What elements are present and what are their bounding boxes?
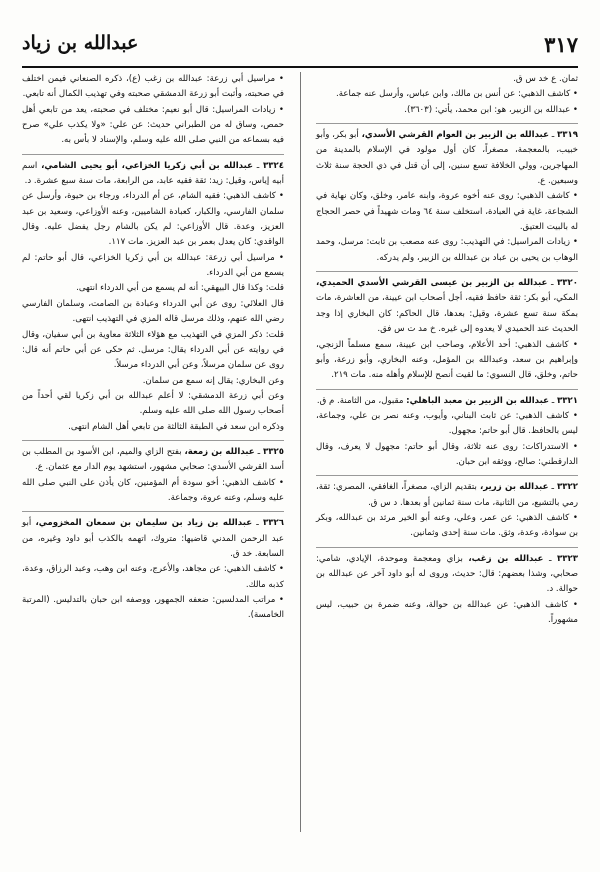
entry-text: أبو بكر، وأبو خبيب، بالمعجمة، مصغراً، كان أول مولود في الإسلام بالمدينة من المهاجرين، وولي الخلافة تسع سنين، إلى أن قتل في ذي الحجة سنة ثلاث وسبعين. ع. (316, 130, 578, 187)
commentary-paragraph: • مراسيل أبي زرعة: عبدالله بن أبي زكريا الخزاعي، قال أبو حاتم: لم يسمع من أبي الدرداء. (22, 252, 284, 279)
entry-text: بتقديم الزاي، مصغراً، الغافقي، المصري: ثقة، رمي بالتشيع، من الثانية، مات سنة ثمانين أو بعدها. د س ق. (316, 482, 578, 508)
commentary-paragraph: وعن البخاري: يقال إنه سمع من سلمان. (142, 375, 284, 386)
entry-number: ٣٣٢٦ (263, 518, 284, 529)
narrator-entry: ٣٣٢٢ ـ عبدالله بن زرير، بتقديم الزاي، مصغراً، الغافقي، المصري: ثقة، رمي بالتشيع، من الثانية، مات سنة ثمانين أو بعدها. د س ق. (316, 475, 578, 511)
commentary-paragraph: • مراتب المدلسين: ضعفه الجمهور، ووصفه ابن حبان بالتدليس. (المرتبة الخامسة). (22, 595, 284, 621)
commentary-paragraph: • كاشف الذهبي: عن عمر، وعلي، وعنه أبو الخير مرثد بن عبدالله، وبكر بن سوادة، وعدة، وثق. مات سنة إحدى وثمانين. (316, 512, 578, 539)
commentary-paragraph: • كاشف الذهبي: عن أنس بن مالك، وابن عباس، وأرسل عنه جماعة. (336, 89, 578, 100)
entry-text: بزاي ومعجمة وموحدة، الإيادي، شامي: صحابي، وشذا بعضهم: قال: حديث، وروى له أبو داود آخر عن عبدالله بن حوالة. د. (316, 553, 578, 595)
entry-name: عبدالله بن زياد بن سليمان بن سمعان المخزومي، (35, 518, 253, 529)
entry-number: ٣٣٢٤ (263, 160, 284, 171)
left-column (22, 72, 284, 852)
page-number: ٣١٧ (544, 32, 578, 57)
commentary-paragraph: قال العلائي: روى عن أبي الدرداء وعبادة بن الصامت، وسلمان الفارسي رضي الله عنهم، وذلك مرسل قاله المزي في التهذيب انتهى. (22, 298, 284, 325)
commentary-paragraph: • عبدالله بن الزبير، هو: ابن محمد، يأتي: (٣٦٠٣). (404, 104, 578, 115)
commentary-paragraph: • كاشف الذهبي: روى عنه أخوه عروة، وابنه عامر، وخلق، وكان نهاية في الشجاعة، غاية في العبادة، استخلف سنة ٦٤ ومات شهيداً في حصر الحجاج له بالبيت العتيق. (316, 191, 578, 233)
narrator-entry: ٣٣٢٤ ـ عبدالله بن أبي زكريا الخزاعي، أبو يحيى الشامي، اسم أبيه إياس، وقيل: زيد: ثقة فقيه عابد، من الرابعة، مات سنة سبع عشرة. د. (22, 154, 284, 190)
entry-name: عبدالله بن زرير، (479, 482, 549, 493)
commentary-paragraph: • كاشف الذهبي: عن ثابت البناني، وأيوب، وعنه نصر بن علي، وجماعة، ليس بالحافظ. قال أبو حاتم: مجهول. (316, 410, 578, 437)
narrator-entry: ٣٣٢٥ ـ عبدالله بن زمعة، بفتح الزاي والميم، ابن الأسود بن المطلب بن أسد القرشي الأسدي: صحابي مشهور، استشهد يوم الدار مع عثمان. ع. (22, 440, 284, 476)
entry-name: عبدالله بن الزبير بن عيسى القرشي الأسدي الحميدي، (316, 278, 548, 289)
entry-number: ٣٣٢٠ (557, 278, 578, 289)
commentary-paragraph: • مراسيل أبي زرعة: عبدالله بن زغب (ع)، ذكره الصنعاني فيمن اختلف في صحبته، وأثبت أبو زرعة الدمشقي صحبته وفي تهذيب الكمال أنه تابعي. (22, 74, 284, 100)
entry-name: عبدالله بن أبي زكريا الخزاعي، أبو يحيى الشامي، (41, 160, 253, 171)
commentary-paragraph: • كاشف الذهبي: عن عبدالله بن حوالة، وعنه ضمرة بن حبيب، ليس مشهوراً. (316, 599, 578, 625)
column-divider (300, 72, 301, 832)
entry-number: ٣٣٢١ (557, 395, 578, 406)
right-column (316, 72, 578, 852)
page-header (22, 30, 578, 64)
entry-text: أبو عبد الرحمن المدني قاضيها: متروك، اتهمه بالكذب أبو داود وغيره، من السابعة. خد ق. (22, 518, 284, 559)
narrator-entry: ٣٣٢١ ـ عبدالله بن الزبير بن معبد الباهلي: مقبول، من الثامنة. م ق. (316, 389, 578, 409)
entry-text: المكي، أبو بكر: ثقة حافظ فقيه، أجل أصحاب ابن عيينة، من العاشرة، مات بمكة سنة تسع عشرة، وقيل: بعدها، قال الحاكم: كان البخاري إذا وجد الحديث عند الحميدي لا يعدوه إلى غيره. خ مد ت س فق. (316, 293, 578, 335)
narrator-entry: ٣٣١٩ ـ عبدالله بن الزبير بن العوام القرشي الأسدي، أبو بكر، وأبو خبيب، بالمعجمة، مصغراً، كان أول مولود في الإسلام بالمدينة من المهاجرين، وولي الخلافة تسع سنين، إلى أن قتل في ذي الحجة سنة ثلاث وسبعين. ع. (316, 123, 578, 189)
entry-name: عبدالله بن الزبير بن العوام القرشي الأسدي، (361, 130, 549, 141)
running-title: عبدالله بن زياد (22, 32, 139, 54)
entry-number: ٣٣٢٥ (263, 446, 285, 457)
commentary-paragraph: • زيادات المراسيل: قال أبو نعيم: مختلف في صحبته، يعد من تابعي أهل حمص، وساق له من الطبراني حديث: عن علي: «ولا يكذب علي» صرح فيه بسماعه من النبي صلى الله عليه وسلم، والإسناد لا بأس به. (22, 104, 284, 146)
entry-text: مقبول، من الثامنة. م ق. (316, 395, 404, 406)
entry-text: اسم أبيه إياس، وقيل: زيد: ثقة فقيه عابد، من الرابعة، مات سنة سبع عشرة. د. (22, 160, 284, 187)
entry-number: ٣٣١٩ (557, 130, 578, 141)
commentary-paragraph: • كاشف الذهبي: أخو سودة أم المؤمنين، كان يأذن على النبي صلى الله عليه وسلم، وعنه عروة، وجماعة. (22, 477, 284, 503)
entry-number: ٣٣٢٢ (557, 482, 578, 493)
commentary-paragraph: • كاشف الذهبي: فقيه الشام، عن أم الدرداء، ورجاء بن حيوة، وأرسل عن سلمان الفارسي، والكبار، كعبادة الشاميين، وعنه الأوزاعي، وسعيد بن عبد العزيز، وعدة. قال الأوزاعي: لم يكن بالشام رجل يفضل عليه. وقال الواقدي: كان يعدل بعمر بن عبد العزيز. مات ١١٧. (22, 191, 284, 248)
entry-name: عبدالله بن زمعة، (184, 446, 255, 457)
commentary-paragraph: • الاستدراكات: روى عنه ثلاثة، وقال أبو حاتم: مجهول لا يعرف، وقال الدارقطني: صالح، ووثقه ابن حبان. (316, 441, 578, 467)
commentary-paragraph: وعن أبي زرعة الدمشقي: لا أعلم عبدالله بن أبي زكريا لقي أحداً من أصحاب رسول الله صلى الله عليه وسلم. (22, 390, 284, 417)
entry-number: ٣٣٢٣ (557, 553, 579, 564)
commentary-paragraph: قلت: ذكر المزي في التهذيب مع هؤلاء الثلاثة معاوية بن أبي سفيان، وقال في روايته عن أبي الدرداء يقال: مرسل. ثم حكى عن أبي حاتم أنه قال: روى عن سلمان مرسلاً، وعن أبي الدرداء مرسلاً. (22, 329, 284, 371)
narrator-entry: ٣٣٢٠ ـ عبدالله بن الزبير بن عيسى القرشي الأسدي الحميدي، المكي، أبو بكر: ثقة حافظ فقيه، أجل أصحاب ابن عيينة، من العاشرة، مات بمكة سنة تسع عشرة، وقيل: بعدها، قال الحاكم: كان البخاري إذا وجد الحديث عند الحميدي لا يعدوه إلى غيره. خ مد ت س فق. (316, 271, 578, 337)
commentary-paragraph: • كاشف الذهبي: عن مجاهد، والأعرج، وعنه ابن وهب، وعبد الرزاق، وعدة، كذبه مالك. (22, 564, 284, 590)
entry-name: عبدالله بن زغب، (468, 553, 544, 564)
entry-name: عبدالله بن الزبير بن معبد الباهلي: (406, 395, 550, 406)
narrator-entry: ٣٣٢٦ ـ عبدالله بن زياد بن سليمان بن سمعان المخزومي، أبو عبد الرحمن المدني قاضيها: متروك، اتهمه بالكذب أبو داود وغيره، من السابعة. خد ق. (22, 511, 284, 562)
entry-text: بفتح الزاي والميم، ابن الأسود بن المطلب بن أسد القرشي الأسدي: صحابي مشهور، استشهد يوم الدار مع عثمان. ع. (22, 446, 284, 473)
commentary-paragraph: • زيادات المراسيل: في التهذيب: روى عنه مصعب بن ثابت: مرسل، وحمد الوهاب بن يحيى بن عباد بن عبدالله بن الزبير، ولم يدركه. (316, 237, 578, 263)
commentary-paragraph: • كاشف الذهبي: أحد الأعلام، وصاحب ابن عيينة، سمع مسلماً الزنجي، وإبراهيم بن سعد، وعبدالله بن المؤمل، وعنه البخاري، وأبو زرعة، وأبو حاتم، وخلق، قال النسوي: ما لقيت أنصح للإسلام وأهله منه. مات ٢١٩. (316, 339, 578, 381)
commentary-paragraph: وذكره ابن سعد في الطبقة الثالثة من تابعي أهل الشام انتهى. (68, 421, 284, 432)
header-rule (22, 66, 578, 68)
narrator-entry: ٣٣٢٣ ـ عبدالله بن زغب، بزاي ومعجمة وموحدة، الإيادي، شامي: صحابي، وشذا بعضهم: قال: حديث، وروى له أبو داود آخر عن عبدالله بن حوالة. د. (316, 547, 578, 598)
commentary-paragraph: ثمان. ع خد س ق. (513, 74, 578, 84)
commentary-paragraph: قلت: وكذا قال البيهقي: أنه لم يسمع من أبي الدرداء انتهى. (76, 283, 284, 294)
